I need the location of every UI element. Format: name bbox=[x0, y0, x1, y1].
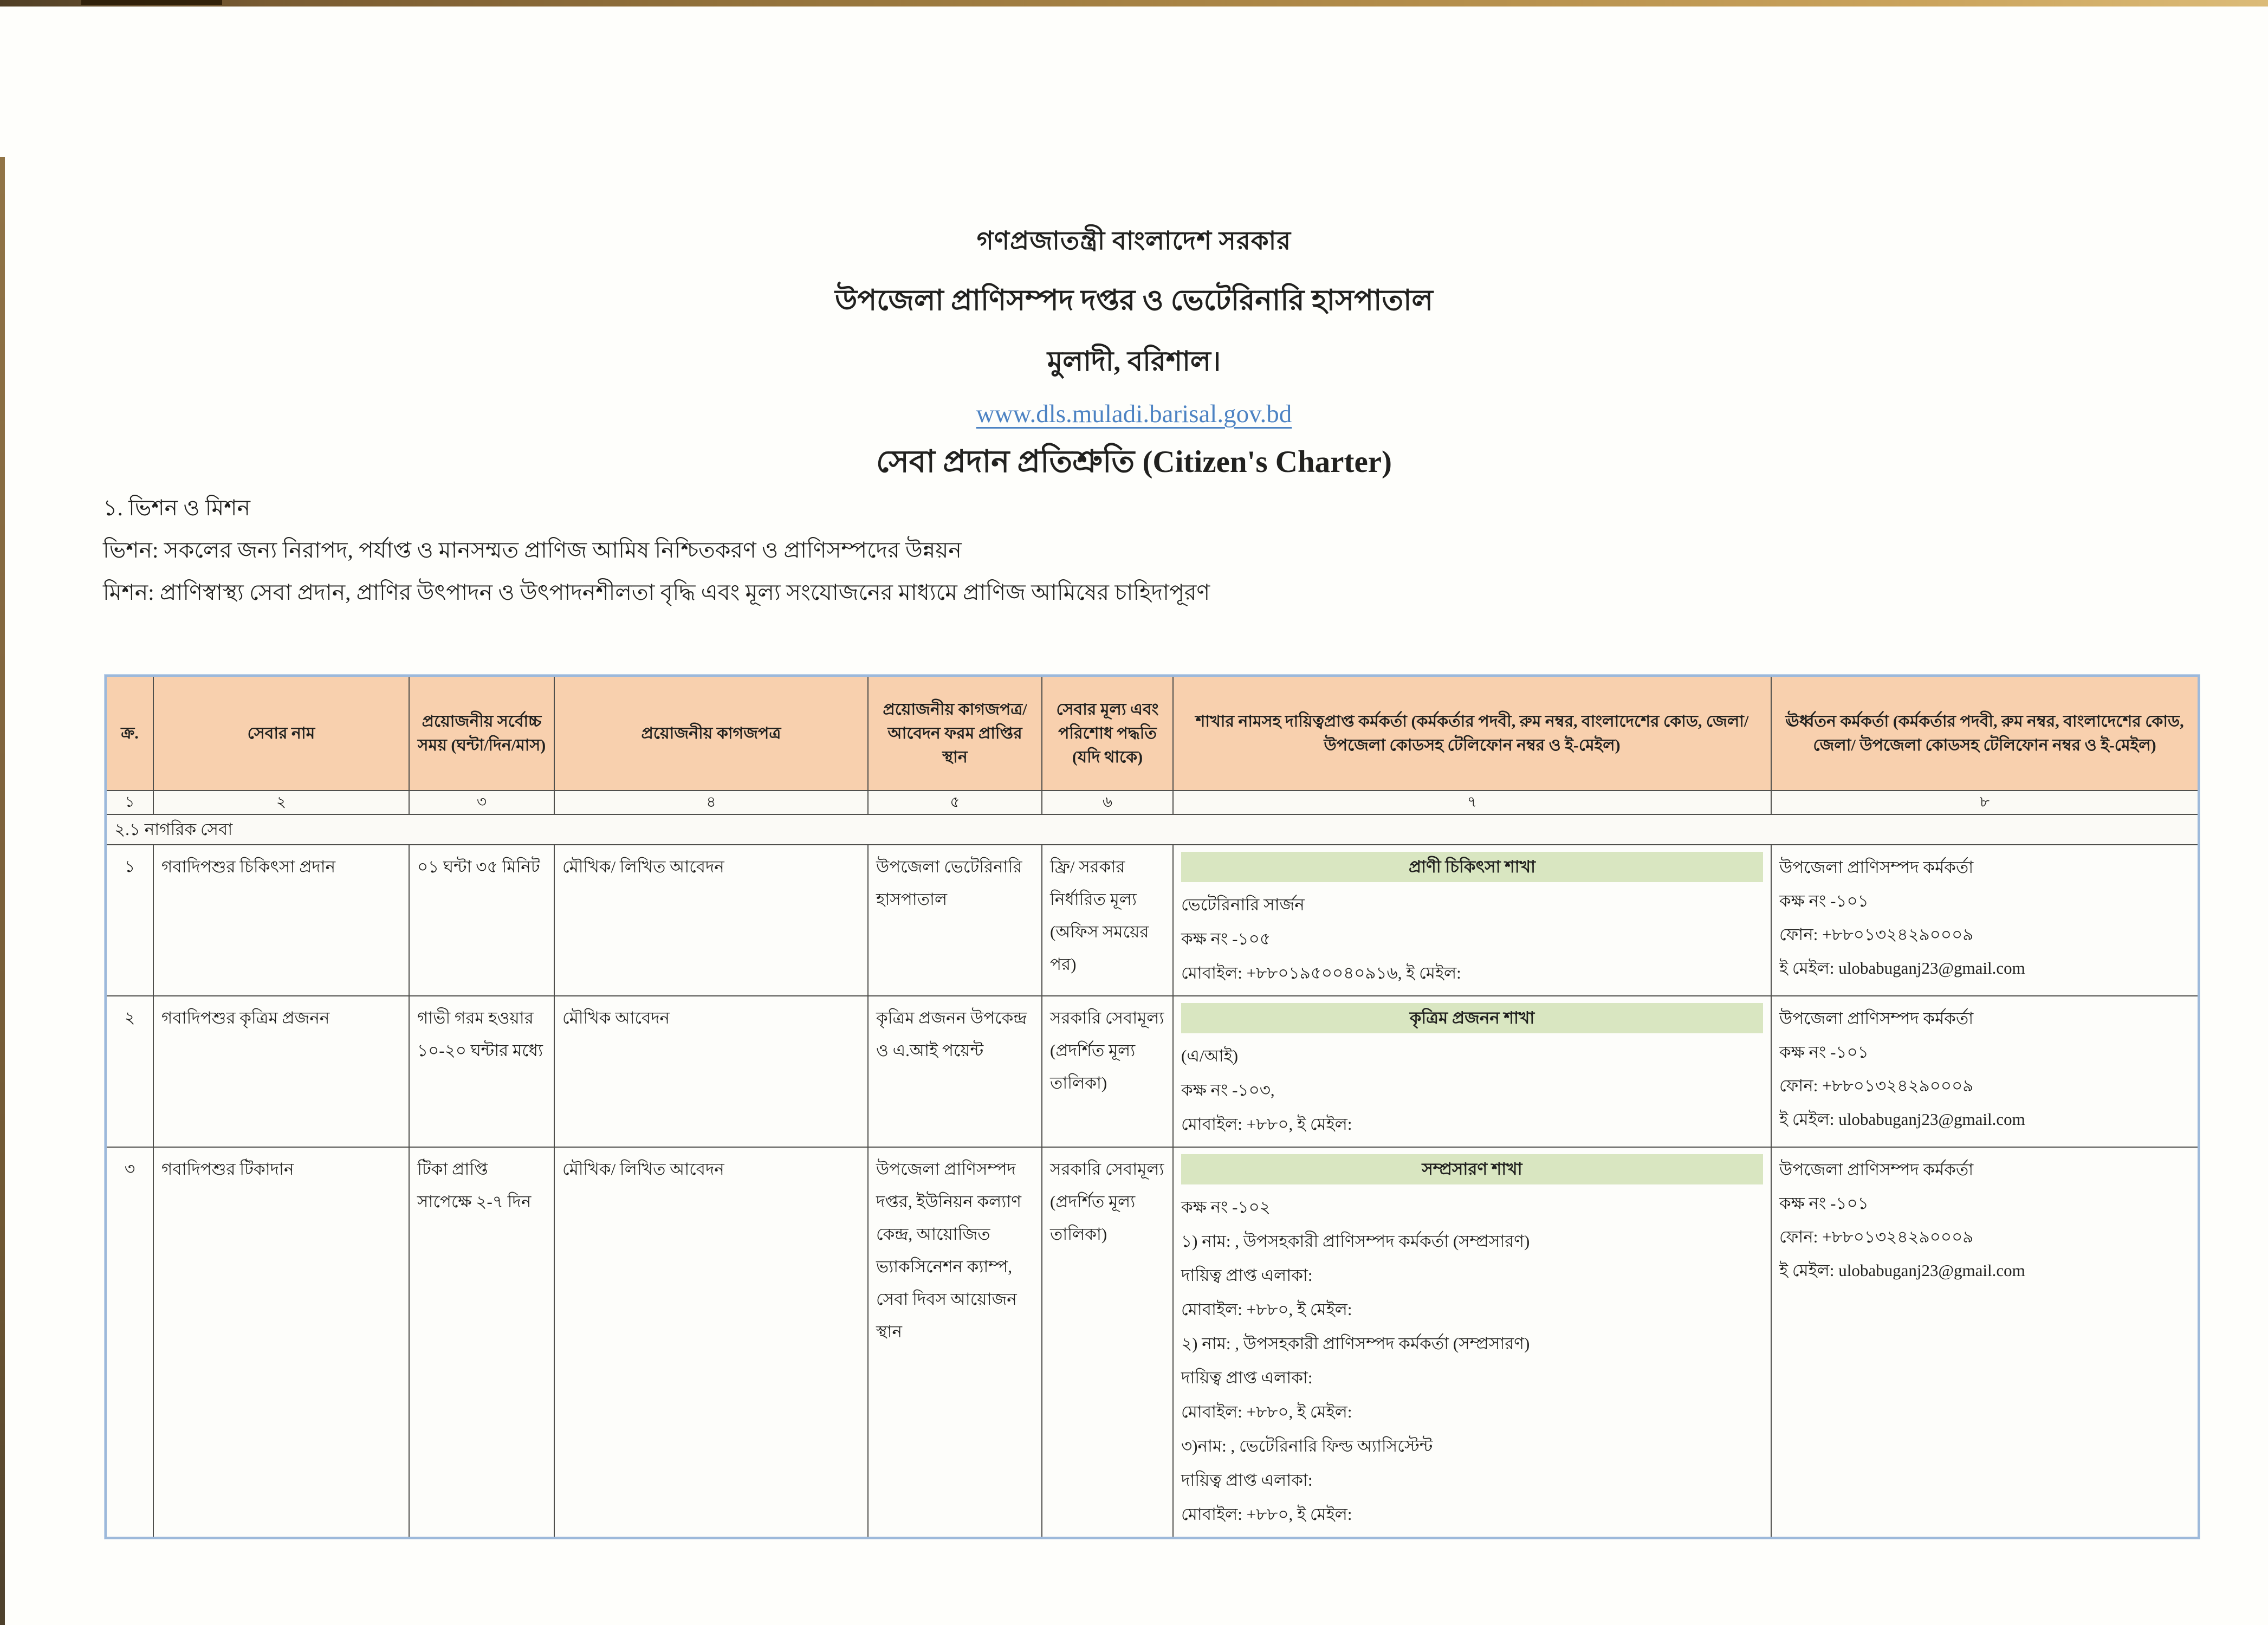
header-serial: ক্র. bbox=[106, 676, 153, 791]
superior-line: কক্ষ নং -১০১ bbox=[1779, 1043, 1869, 1061]
officer-line: কক্ষ নং -১০৫ bbox=[1181, 929, 1271, 948]
officer-line: ২) নাম: , উপসহকারী প্রাণিসম্পদ কর্মকর্তা (সম্প্রসারণ) bbox=[1181, 1334, 1530, 1353]
col-number: ৫ bbox=[868, 791, 1042, 814]
col-number: ১ bbox=[106, 791, 153, 814]
officer-line: দায়িত্ব প্রাপ্ত এলাকা: bbox=[1181, 1266, 1313, 1285]
branch-name-highlight: সম্প্রসারণ শাখা bbox=[1181, 1154, 1763, 1184]
officer-line: কক্ষ নং -১০২ bbox=[1181, 1197, 1271, 1216]
superior-email-line: ই মেইল: ulobabuganj23@gmail.com bbox=[1779, 959, 2025, 977]
row2-service: গবাদিপশুর কৃত্রিম প্রজনন bbox=[153, 996, 409, 1147]
vision-text: ভিশন: সকলের জন্য নিরাপদ, পর্যাপ্ত ও মানসম্মত প্রাণিজ আমিষ নিশ্চিতকরণ ও প্রাণিসম্পদের উন্নয়ন bbox=[103, 538, 962, 562]
officer-line: দায়িত্ব প্রাপ্ত এলাকা: bbox=[1181, 1471, 1313, 1490]
officer-line: মোবাইল: +৮৮০, ই মেইল: bbox=[1181, 1402, 1352, 1421]
row1-superior-cell bbox=[1771, 845, 2199, 996]
superior-line: কক্ষ নং -১০১ bbox=[1779, 1194, 1869, 1213]
superior-line: ফোন: +৮৮০১৩২৪২৯০০০৯ bbox=[1779, 925, 1974, 944]
charter-title: সেবা প্রদান প্রতিশ্রুতি (Citizen's Charter) bbox=[876, 445, 1392, 479]
row3-time: টিকা প্রাপ্তি সাপেক্ষে ২-৭ দিন bbox=[409, 1147, 554, 1538]
superior-line: ফোন: +৮৮০১৩২৪২৯০০০৯ bbox=[1779, 1076, 1974, 1095]
row1-fee: ফ্রি/ সরকার নির্ধারিত মূল্য (অফিস সময়ের পর) bbox=[1042, 845, 1173, 996]
officer-line: মোবাইল: +৮৮০, ই মেইল: bbox=[1181, 1115, 1352, 1134]
row2-documents: মৌখিক আবেদন bbox=[554, 996, 868, 1147]
officer-line: (এ/আই) bbox=[1181, 1046, 1239, 1065]
row2-serial: ২ bbox=[106, 996, 153, 1147]
office-location: মুলাদী, বরিশাল। bbox=[1047, 347, 1221, 377]
col-number: ৮ bbox=[1771, 791, 2199, 814]
section-row bbox=[106, 814, 2199, 845]
header-required-documents: প্রয়োজনীয় কাগজপত্র bbox=[554, 676, 868, 791]
superior-line: উপজেলা প্রাণিসম্পদ কর্মকর্তা bbox=[1779, 1160, 1974, 1179]
row2-fee: সরকারি সেবামূল্য (প্রদর্শিত মূল্য তালিকা) bbox=[1042, 996, 1173, 1147]
officer-line: মোবাইল: +৮৮০, ই মেইল: bbox=[1181, 1505, 1352, 1524]
row3-documents: মৌখিক/ লিখিত আবেদন bbox=[554, 1147, 868, 1538]
row3-fee: সরকারি সেবামূল্য (প্রদর্শিত মূল্য তালিকা) bbox=[1042, 1147, 1173, 1538]
row3-serial: ৩ bbox=[106, 1147, 153, 1538]
office-title: উপজেলা প্রাণিসম্পদ দপ্তর ও ভেটেরিনারি হাসপাতাল bbox=[834, 285, 1434, 316]
col-number: ৭ bbox=[1173, 791, 1771, 814]
row1-place: উপজেলা ভেটেরিনারি হাসপাতাল bbox=[868, 845, 1042, 996]
row3-service: গবাদিপশুর টিকাদান bbox=[153, 1147, 409, 1538]
row1-time: ০১ ঘন্টা ৩৫ মিনিট bbox=[409, 845, 554, 996]
col-number: ৪ bbox=[554, 791, 868, 814]
table-row bbox=[106, 996, 2199, 1147]
col-number: ৬ bbox=[1042, 791, 1173, 814]
branch-name-highlight: প্রাণী চিকিৎসা শাখা bbox=[1181, 852, 1763, 882]
row3-superior-cell bbox=[1771, 1147, 2199, 1538]
table-header-row bbox=[106, 676, 2199, 791]
officer-line: ১) নাম: , উপসহকারী প্রাণিসম্পদ কর্মকর্তা (সম্প্রসারণ) bbox=[1181, 1232, 1530, 1251]
header-superior-officer: ঊর্ধ্বতন কর্মকর্তা (কর্মকর্তার পদবী, রুম নম্বর, বাংলাদেশের কোড, জেলা/ উপজেলা কোডসহ টেলিফোন নম্বর ও ই-মেইল) bbox=[1771, 676, 2199, 791]
header-fee-method: সেবার মূল্য এবং পরিশোধ পদ্ধতি (যদি থাকে) bbox=[1042, 676, 1173, 791]
row1-serial: ১ bbox=[106, 845, 153, 996]
header-responsible-officer: শাখার নামসহ দায়িত্বপ্রাপ্ত কর্মকর্তা (কর্মকর্তার পদবী, রুম নম্বর, বাংলাদেশের কোড, জেলা/ উপজেলা কোডসহ টেলিফোন নম্বর ও ই-মেইল) bbox=[1173, 676, 1771, 791]
officer-line: মোবাইল: +৮৮০, ই মেইল: bbox=[1181, 1300, 1352, 1319]
table-row bbox=[106, 845, 2199, 996]
scan-top-edge-artifact bbox=[0, 0, 2268, 7]
superior-line: উপজেলা প্রাণিসম্পদ কর্মকর্তা bbox=[1779, 1009, 1974, 1028]
branch-name-highlight: কৃত্রিম প্রজনন শাখা bbox=[1181, 1003, 1763, 1033]
header-service-name: সেবার নাম bbox=[153, 676, 409, 791]
row2-time: গাভী গরম হওয়ার ১০-২০ ঘন্টার মধ্যে bbox=[409, 996, 554, 1147]
government-title: গণপ্রজাতন্ত্রী বাংলাদেশ সরকার bbox=[976, 227, 1292, 255]
scan-corner-artifact bbox=[81, 0, 222, 5]
row1-documents: মৌখিক/ লিখিত আবেদন bbox=[554, 845, 868, 996]
superior-line: কক্ষ নং -১০১ bbox=[1779, 891, 1869, 910]
superior-line: উপজেলা প্রাণিসম্পদ কর্মকর্তা bbox=[1779, 858, 1974, 877]
vision-mission-heading: ১. ভিশন ও মিশন bbox=[103, 495, 251, 520]
mission-text: মিশন: প্রাণিস্বাস্থ্য সেবা প্রদান, প্রাণির উৎপাদন ও উৎপাদনশীলতা বৃদ্ধি এবং মূল্য সংযোজনের মাধ্যমে প্রাণিজ আমিষের চাহিদাপূরণ bbox=[103, 580, 1210, 605]
officer-line: ৩)নাম: , ভেটেরিনারি ফিল্ড অ্যাসিস্টেন্ট bbox=[1181, 1436, 1433, 1455]
row3-place: উপজেলা প্রাণিসম্পদ দপ্তর, ইউনিয়ন কল্যাণ কেন্দ্র, আয়োজিত ভ্যাকসিনেশন ক্যাম্প, সেবা দিবস আয়োজন স্থান bbox=[868, 1147, 1042, 1538]
superior-email-line: ই মেইল: ulobabuganj23@gmail.com bbox=[1779, 1261, 2025, 1280]
table-row bbox=[106, 1147, 2199, 1538]
header-max-time: প্রয়োজনীয় সর্বোচ্চ সময় (ঘন্টা/দিন/মাস) bbox=[409, 676, 554, 791]
row2-place: কৃত্রিম প্রজনন উপকেন্দ্র ও এ.আই পয়েন্ট bbox=[868, 996, 1042, 1147]
column-number-row bbox=[106, 791, 2199, 814]
website-link[interactable]: www.dls.muladi.barisal.gov.bd bbox=[976, 400, 1292, 428]
officer-line: মোবাইল: +৮৮০১৯৫০০৪০৯১৬, ই মেইল: bbox=[1181, 963, 1461, 982]
row2-officer-cell bbox=[1173, 996, 1771, 1147]
superior-line: ফোন: +৮৮০১৩২৪২৯০০০৯ bbox=[1779, 1227, 1974, 1246]
row1-service: গবাদিপশুর চিকিৎসা প্রদান bbox=[153, 845, 409, 996]
superior-email-line: ই মেইল: ulobabuganj23@gmail.com bbox=[1779, 1110, 2025, 1129]
citizen-charter-table bbox=[105, 675, 2200, 1539]
officer-line: ভেটেরিনারি সার্জন bbox=[1181, 895, 1305, 914]
officer-line: কক্ষ নং -১০৩, bbox=[1181, 1080, 1275, 1099]
letterhead bbox=[0, 221, 2268, 490]
officer-line: দায়িত্ব প্রাপ্ত এলাকা: bbox=[1181, 1368, 1313, 1387]
header-form-place: প্রয়োজনীয় কাগজপত্র/ আবেদন ফরম প্রাপ্তির স্থান bbox=[868, 676, 1042, 791]
col-number: ২ bbox=[153, 791, 409, 814]
vision-mission-block bbox=[103, 487, 2183, 613]
row2-superior-cell bbox=[1771, 996, 2199, 1147]
row1-officer-cell bbox=[1173, 845, 1771, 996]
section-label: ২.১ নাগরিক সেবা bbox=[106, 814, 2199, 845]
row3-officer-cell bbox=[1173, 1147, 1771, 1538]
col-number: ৩ bbox=[409, 791, 554, 814]
